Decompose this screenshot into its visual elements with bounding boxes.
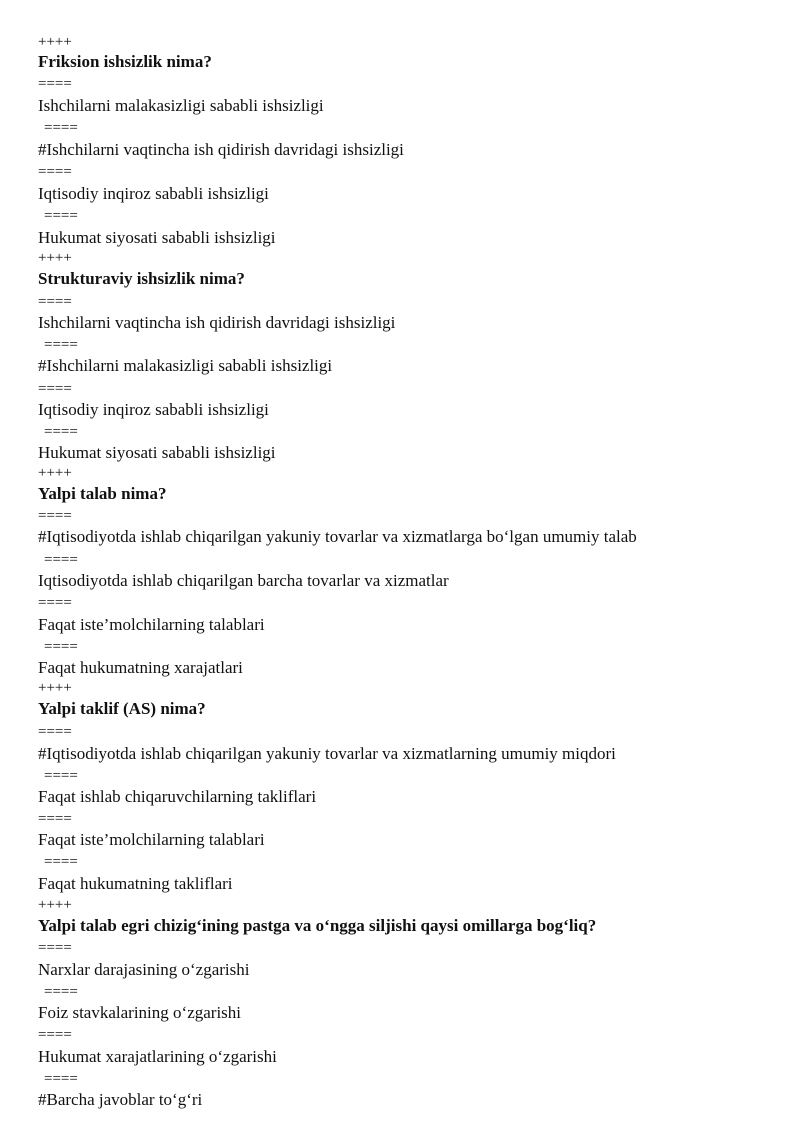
question-text: Yalpi taklif (AS) nima? xyxy=(38,699,206,718)
answer-option: #Barcha javoblar to‘g‘ri xyxy=(38,1090,203,1109)
option-separator: ==== xyxy=(38,164,72,180)
option-separator: ==== xyxy=(38,76,72,92)
answer-option: #Iqtisodiyotda ishlab chiqarilgan yakuniy tovarlar va xizmatlarga bo‘lgan umumiy talab xyxy=(38,527,637,546)
question-text: Yalpi talab egri chizig‘ining pastga va o‘ngga siljishi qaysi omillarga bog‘liq? xyxy=(38,916,597,935)
answer-option: Iqtisodiyotda ishlab chiqarilgan barcha tovarlar va xizmatlar xyxy=(38,571,449,590)
option-separator: ==== xyxy=(44,120,78,136)
option-separator: ==== xyxy=(44,552,78,568)
answer-option: Ishchilarni vaqtincha ish qidirish davridagi ishsizligi xyxy=(38,313,396,332)
option-separator: ==== xyxy=(44,424,78,440)
option-separator: ==== xyxy=(44,1071,78,1087)
answer-option: Hukumat siyosati sababli ishsizligi xyxy=(38,228,276,247)
answer-option: Narxlar darajasining o‘zgarishi xyxy=(38,960,250,979)
answer-option: Hukumat siyosati sababli ishsizligi xyxy=(38,443,276,462)
answer-option: Ishchilarni malakasizligi sababli ishsizligi xyxy=(38,96,324,115)
answer-option: Foiz stavkalarining o‘zgarishi xyxy=(38,1003,242,1022)
answer-option: Faqat ishlab chiqaruvchilarning takliflari xyxy=(38,787,317,806)
option-separator: ==== xyxy=(44,337,78,353)
option-separator: ==== xyxy=(38,1027,72,1043)
question-marker: ++++ xyxy=(38,250,72,266)
answer-option: Faqat iste’molchilarning talablari xyxy=(38,830,265,849)
option-separator: ==== xyxy=(38,811,72,827)
option-separator: ==== xyxy=(44,984,78,1000)
option-separator: ==== xyxy=(44,854,78,870)
answer-option: Hukumat xarajatlarining o‘zgarishi xyxy=(38,1047,277,1066)
question-marker: ++++ xyxy=(38,465,72,481)
option-separator: ==== xyxy=(38,724,72,740)
question-marker: ++++ xyxy=(38,897,72,913)
option-separator: ==== xyxy=(38,595,72,611)
option-separator: ==== xyxy=(38,294,72,310)
question-marker: ++++ xyxy=(38,680,72,696)
option-separator: ==== xyxy=(44,208,78,224)
question-text: Yalpi talab nima? xyxy=(38,484,167,503)
option-separator: ==== xyxy=(44,639,78,655)
option-separator: ==== xyxy=(38,508,72,524)
answer-option: #Ishchilarni vaqtincha ish qidirish davridagi ishsizligi xyxy=(38,140,404,159)
answer-option: #Ishchilarni malakasizligi sababli ishsizligi xyxy=(38,356,333,375)
answer-option: Iqtisodiy inqiroz sababli ishsizligi xyxy=(38,184,269,203)
answer-option: Iqtisodiy inqiroz sababli ishsizligi xyxy=(38,400,269,419)
answer-option: Faqat iste’molchilarning talablari xyxy=(38,615,265,634)
option-separator: ==== xyxy=(38,381,72,397)
answer-option: Faqat hukumatning xarajatlari xyxy=(38,658,243,677)
answer-option: #Iqtisodiyotda ishlab chiqarilgan yakuniy tovarlar va xizmatlarning umumiy miqdori xyxy=(38,744,616,763)
option-separator: ==== xyxy=(44,768,78,784)
question-text: Friksion ishsizlik nima? xyxy=(38,52,212,71)
question-text: Strukturaviy ishsizlik nima? xyxy=(38,269,245,288)
option-separator: ==== xyxy=(38,940,72,956)
answer-option: Faqat hukumatning takliflari xyxy=(38,874,233,893)
question-marker: ++++ xyxy=(38,34,72,50)
